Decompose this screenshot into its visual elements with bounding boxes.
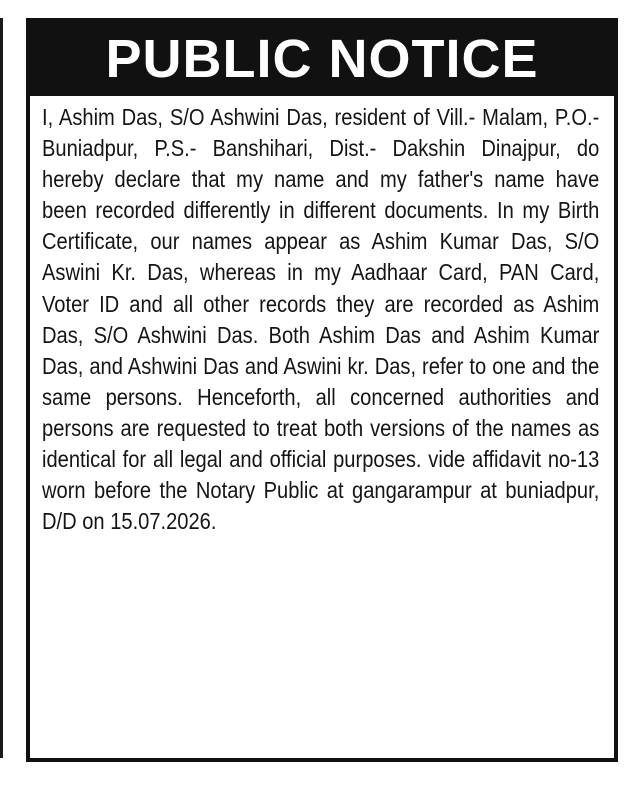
notice-banner [30,22,614,96]
notice-title: PUBLIC NOTICE [105,29,539,89]
notice-body: I, Ashim Das, S/O Ashwini Das, resident of Vill.- Malam, P.O.- Buniadpur, P.S.- Banshihari, Dist.- Dakshin Dinajpur, do hereby declare that my name and my father's name have been recorded differently in different documents. In my Birth Certificate, our names appear as Ashim Kumar Das, S/O Aswini Kr. Das, whereas in my Aadhaar Card, PAN Card, Voter ID and all other records they are recorded as Ashim Das, S/O Ashwini Das. Both Ashim Das and Ashim Kumar Das, and Ashwini Das and Aswini kr. Das, refer to one and the same persons. Henceforth, all concerned authorities and persons are requested to treat both versions of the names as identical for all legal and official purposes. vide affidavit no-13 worn before the Notary Public at gangarampur at buniadpur, D/D on 15.07.2026. [42,104,600,535]
adjacent-column-rule [0,18,3,758]
public-notice-box [26,18,618,762]
